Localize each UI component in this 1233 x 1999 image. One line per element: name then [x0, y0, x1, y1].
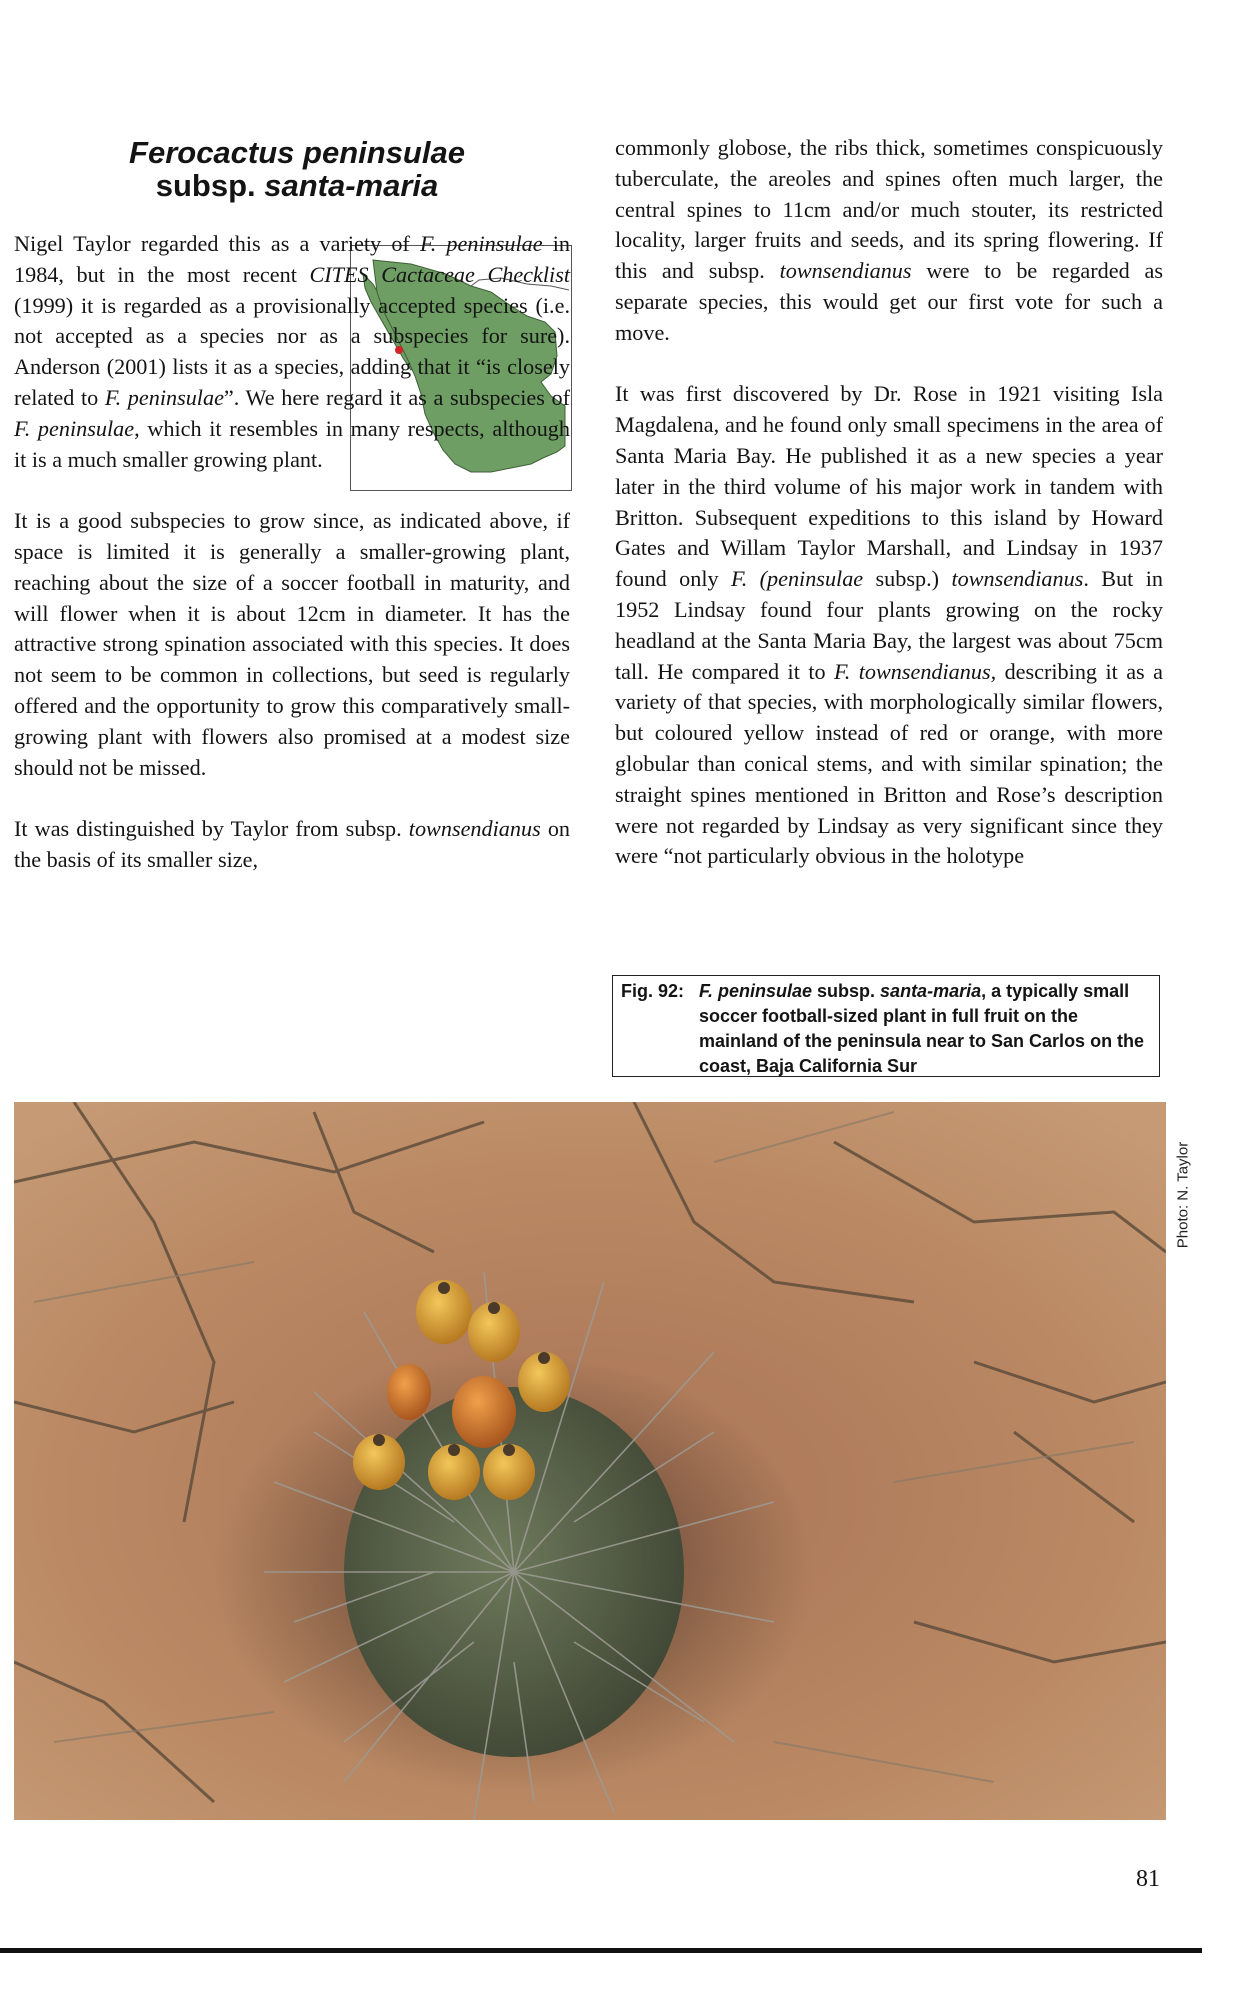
italic-text-run: F. peninsulae: [14, 415, 135, 441]
text-run: Nigel Taylor regarded this as a variety of: [14, 231, 420, 256]
text-run: in 1984, but in the most recent: [14, 231, 570, 287]
left-column: [14, 229, 570, 876]
italic-text-run: santa-maria: [880, 981, 982, 1001]
photo-credit-text: Photo: N. Taylor: [1174, 1141, 1192, 1249]
text-run: describing it as a variety of that species, with morphologically similar flowers, but coloured yellow instead of red or orange, with more globular than conical stems, and with similar spination; the straight spines mentioned in Britton and Rose’s description were not regarded by Lindsay as very significant since they were “not particularly obvious in the holotype: [615, 658, 1163, 869]
text-run: It was distinguished by Taylor from subsp.: [14, 816, 409, 842]
text-run: It is a good subspecies to grow since, as indicated above, if space is limited it is generally a smaller-growing plant, reaching about the size of a soccer football in maturity, and will flower when it is about 12cm in diameter. It has the attractive strong spination associated with this species. It does not seem to be common in collections, but seed is regularly offered and the opportunity to grow this comparatively small-growing plant with flowers also promised at a modest size should not be missed.: [14, 508, 570, 780]
text-run: . But in 1952 Lindsay found four plants growing on the rocky headland at the Santa Maria Bay, the largest was about 75cm tall. He compared it to: [615, 566, 1163, 684]
bottom-rule: [0, 1948, 1202, 1953]
photo-credit: [1166, 1130, 1200, 1260]
cactus-photo-graphic: [14, 1102, 1166, 1820]
figure-caption: [612, 975, 1160, 1077]
italic-text-run: F. peninsulae: [420, 231, 543, 256]
text-run: subsp.: [812, 981, 881, 1001]
text-run: (1999) it is regarded as a provisionally accepted species (i.e. not accepted as a species nor as a subspecies for sure). Anderson (2001) lists it as a species, adding that it “is closely related to: [14, 292, 570, 410]
left-paragraph-1: [14, 229, 570, 475]
figure-caption-text: [699, 979, 1151, 1079]
right-column: [615, 133, 1163, 872]
text-run: were to be regarded as separate species, this would get our first vote for such a move.: [615, 258, 1163, 345]
text-run: subsp.): [863, 566, 952, 592]
italic-text-run: townsendianus: [951, 566, 1084, 592]
italic-text-run: CITES Cactaceae Checklist: [309, 261, 571, 287]
page-number: 81: [1136, 1866, 1160, 1892]
text-run: , which it resembles in many respects, although it is a much smaller growing plant.: [14, 415, 570, 472]
title-epithet: santa-maria: [264, 168, 439, 203]
text-run: on the basis of its smaller size,: [14, 816, 571, 872]
right-paragraph-1: [615, 133, 1163, 349]
italic-text-run: townsendianus: [779, 258, 912, 284]
text-run: It was first discovered by Dr. Rose in 1921 visiting Isla Magdalena, and he found only small specimens in the area of Santa Maria Bay. He published it as a new species a year later in the third volume of his major work in tandem with Britton. Subsequent expeditions to this island by Howard Gates and Willam Taylor Marshall, and Lindsay in 1937 found only: [615, 381, 1163, 592]
left-paragraph-2: [14, 506, 570, 783]
title-subsp: subsp.: [155, 168, 256, 203]
italic-text-run: F. (peninsulae: [731, 566, 864, 592]
cactus-photograph: [14, 1102, 1166, 1820]
right-paragraph-2: [615, 379, 1163, 872]
italic-text-run: F. townsendianus,: [834, 658, 997, 684]
italic-text-run: townsendianus: [408, 816, 541, 842]
left-paragraph-3: [14, 814, 570, 876]
title-line-1: Ferocactus peninsulae: [129, 135, 465, 170]
figure-label: Fig. 92:: [621, 981, 685, 1001]
text-run: commonly globose, the ribs thick, sometimes conspicuously tuberculate, the areoles and spines often much larger, the central spines to 11cm and/or much stouter, its restricted locality, larger fruits and seeds, and its spring flowering. If this and subsp.: [615, 135, 1163, 284]
italic-text-run: F. peninsulae: [699, 981, 813, 1001]
article-title: [12, 136, 582, 202]
text-run: ”. We here regard it as a subspecies of: [223, 384, 570, 410]
text-run: , a typically small soccer football-sized plant in full fruit on the mainland of the peninsula near to San Carlos on the coast, Baja California Sur: [699, 981, 1145, 1076]
italic-text-run: F. peninsulae: [104, 384, 224, 410]
